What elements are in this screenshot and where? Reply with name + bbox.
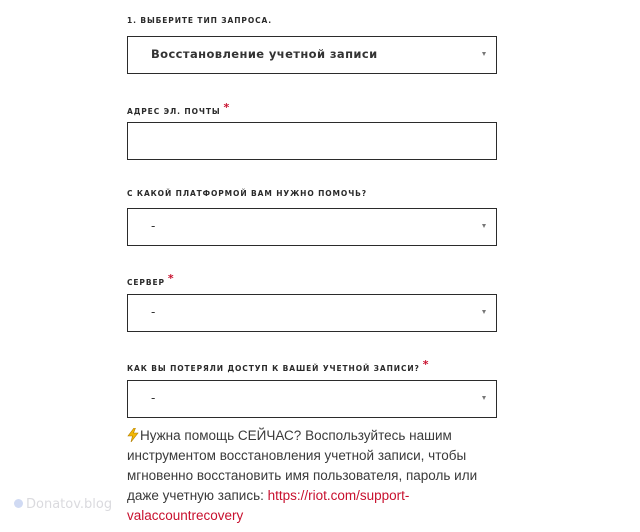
server-select[interactable] [127,294,497,332]
request-type-value: Восстановление учетной записи [151,47,378,61]
email-field[interactable] [127,122,497,160]
request-type-select[interactable] [127,36,497,74]
chevron-down-icon [482,52,486,56]
platform-label: С КАКОЙ ПЛАТФОРМОЙ ВАМ НУЖНО ПОМОЧЬ? [127,189,368,198]
platform-select[interactable] [127,208,497,246]
chevron-down-icon [482,396,486,400]
email-label: АДРЕС ЭЛ. ПОЧТЫ * [127,101,231,116]
required-asterisk: * [223,101,231,114]
required-asterisk: * [422,358,430,371]
help-text: Нужна помощь СЕЙЧАС? Воспользуйтесь нашим инструментом восстановления учетной записи, чтобы мгновенно восстановить имя пользователя, пароль или даже учетную запись: [127,428,478,503]
access-lost-value: - [151,391,156,405]
access-lost-select[interactable] [127,380,497,418]
request-type-label: 1. ВЫБЕРИТЕ ТИП ЗАПРОСА. [127,16,272,25]
server-label: СЕРВЕР * [127,272,175,287]
server-value: - [151,305,156,319]
chevron-down-icon [482,310,486,314]
chevron-down-icon [482,224,486,228]
help-paragraph [127,426,499,526]
access-lost-label: КАК ВЫ ПОТЕРЯЛИ ДОСТУП К ВАШЕЙ УЧЕТНОЙ ЗАПИСИ? * [127,358,430,373]
watermark: Donatov.blog [14,497,112,512]
lightning-icon [127,428,139,442]
required-asterisk: * [167,272,175,285]
platform-value: - [151,219,156,233]
account-recovery-link[interactable]: https://riot.com/support-valaccountrecovery [127,488,410,523]
watermark-logo-icon [14,499,23,508]
